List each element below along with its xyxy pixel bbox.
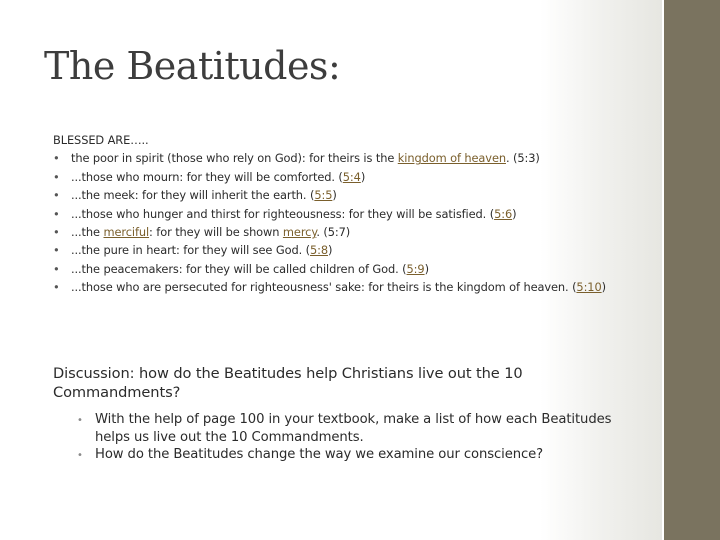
bullet-icon: • (53, 243, 60, 258)
item-text: ) (512, 206, 517, 221)
item-text: ) (424, 261, 429, 276)
item-text: . (5:7) (316, 225, 351, 240)
scripture-link[interactable]: mercy (282, 225, 317, 240)
list-heading: BLESSED ARE….. (53, 133, 149, 147)
bullet-icon: • (53, 225, 60, 240)
bullet-icon: • (53, 188, 60, 203)
scripture-link[interactable]: 5:6 (494, 206, 513, 221)
bullet-icon: • (53, 151, 60, 166)
list-item (77, 446, 617, 464)
item-text: ) (332, 188, 337, 203)
list-item (53, 186, 633, 204)
list-item (53, 168, 633, 186)
question-text: With the help of page 100 in your textbook, make a list of how each Beatitudes helps us live out the 10 Commandments. (95, 412, 612, 445)
list-item (53, 205, 633, 223)
list-item (77, 411, 617, 446)
item-text: ...those who hunger and thirst for righteousness: for they will be satisfied. ( (71, 206, 495, 221)
item-text: ...the pure in heart: for they will see God. ( (71, 243, 310, 258)
item-text: ...the meek: for they will inherit the earth. ( (71, 188, 315, 203)
question-text: How do the Beatitudes change the way we examine our conscience? (95, 447, 544, 462)
scripture-link[interactable]: 5:8 (309, 243, 329, 258)
bullet-icon: • (77, 415, 83, 426)
beatitudes-list (53, 131, 633, 297)
list-item (53, 149, 633, 167)
discussion-prompt: Discussion: how do the Beatitudes help Christians live out the 10 Commandments? (53, 365, 523, 401)
scripture-link[interactable]: 5:10 (576, 280, 602, 295)
bullet-icon: • (53, 206, 60, 221)
accent-band (664, 0, 720, 540)
slide-title: The Beatitudes: (44, 44, 341, 88)
scripture-link[interactable]: 5:5 (314, 188, 333, 203)
scripture-link[interactable]: kingdom of heaven (397, 151, 506, 166)
item-text: ...those who are persecuted for righteousness' sake: for theirs is the kingdom of heaven. ( (71, 280, 577, 295)
item-text: . (5:3) (505, 151, 540, 166)
scripture-link[interactable]: 5:4 (342, 169, 361, 184)
scripture-link[interactable]: merciful (103, 225, 150, 240)
list-item (53, 278, 633, 296)
bullet-icon: • (53, 280, 60, 295)
bullet-icon: • (53, 169, 60, 184)
item-text: the poor in spirit (those who rely on God): for theirs is the (71, 151, 398, 166)
bullet-icon: • (53, 261, 60, 276)
discussion-questions (77, 411, 617, 464)
item-text: ...the (71, 225, 104, 240)
list-item (53, 260, 633, 278)
list-item (53, 241, 633, 259)
bullet-icon: • (77, 450, 83, 461)
item-text: ) (328, 243, 333, 258)
item-text: ...those who mourn: for they will be comforted. ( (71, 169, 343, 184)
item-text: ) (601, 280, 606, 295)
list-item (53, 223, 633, 241)
item-text: : for they will be shown (149, 225, 283, 240)
item-text: ) (360, 169, 366, 184)
scripture-link[interactable]: 5:9 (406, 261, 425, 276)
item-text: ...the peacemakers: for they will be called children of God. ( (71, 261, 407, 276)
